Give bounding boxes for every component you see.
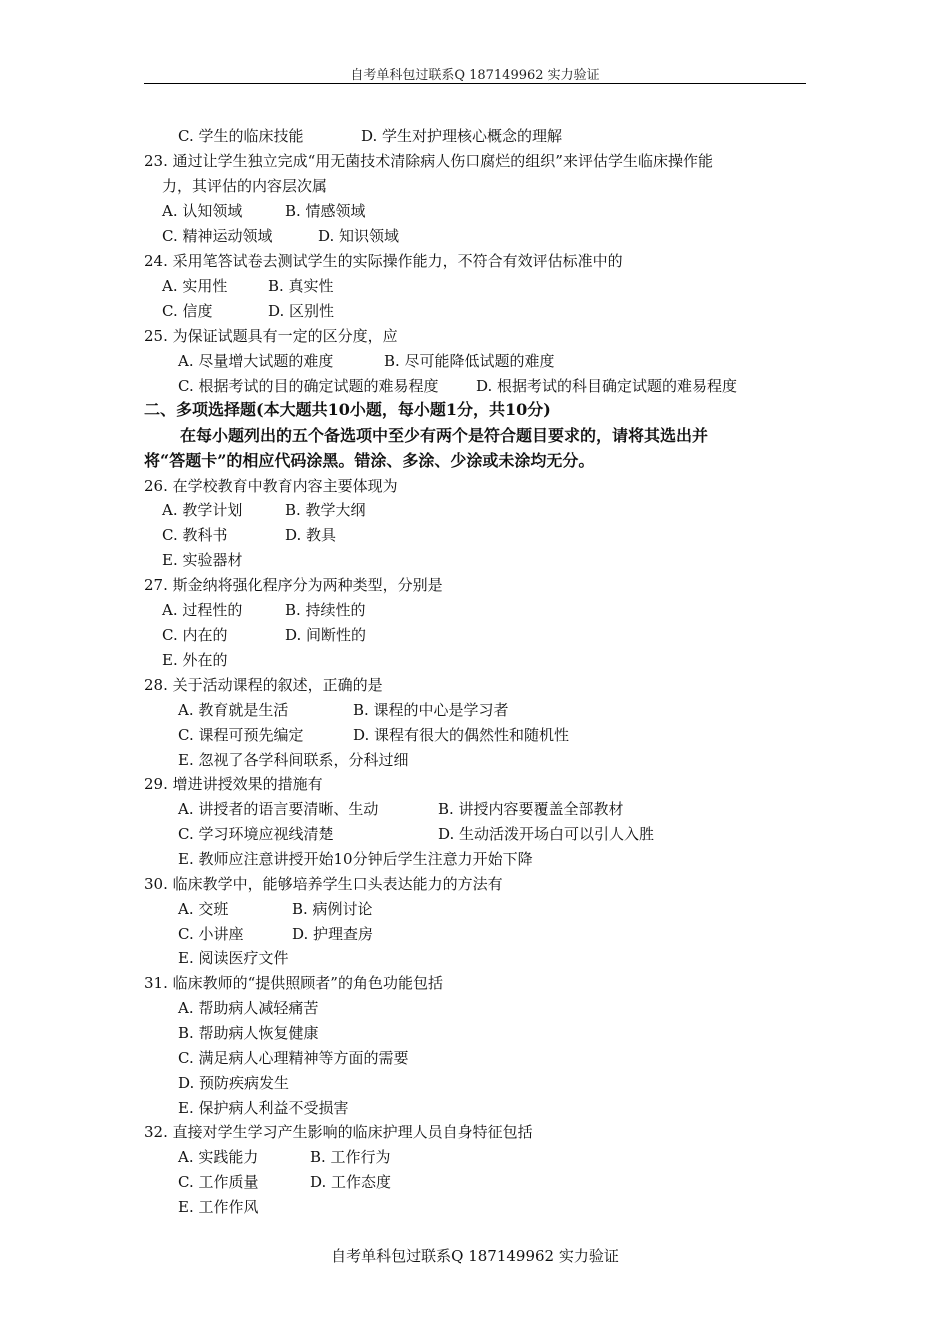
- q28-stem: 28. 关于活动课程的叙述，正确的是: [144, 676, 383, 694]
- q28-options-cd: [178, 725, 570, 745]
- q26-options-cd: [162, 525, 337, 545]
- q29-options-cd: [178, 824, 655, 844]
- page-footer: 自考单科包过联系Q 187149962 实力验证: [331, 1247, 619, 1265]
- q26-options-ab: [162, 500, 366, 520]
- q28-option-c: C. 课程可预先编定: [178, 726, 304, 744]
- q32-option-d: D. 工作态度: [310, 1173, 392, 1191]
- q29-option-e: E. 教师应注意讲授开始10分钟后学生注意力开始下降: [178, 850, 533, 868]
- q26-option-c: C. 教科书: [162, 526, 228, 544]
- q29-option-d: D. 生动活泼开场白可以引人入胜: [438, 825, 655, 843]
- q30-option-c: C. 小讲座: [178, 925, 244, 943]
- q24-options-ab: [162, 276, 334, 296]
- q32-options-cd: [178, 1172, 392, 1192]
- q32-option-a: A. 实践能力: [178, 1148, 259, 1166]
- q26-option-a: A. 教学计划: [162, 501, 243, 519]
- q23-stem-line2: 力，其评估的内容层次属: [162, 177, 328, 195]
- q24-option-a: A. 实用性: [162, 277, 228, 295]
- q28-option-b: B. 课程的中心是学习者: [353, 701, 509, 719]
- q26-option-e: E. 实验器材: [162, 551, 243, 569]
- q30-options-ab: [178, 899, 373, 919]
- section-2-title: 二、多项选择题(本大题共10小题，每小题1分，共10分): [144, 400, 551, 419]
- section-2-instructions-line1: 在每小题列出的五个备选项中至少有两个是符合题目要求的，请将其选出并: [180, 426, 709, 445]
- q27-option-a: A. 过程性的: [162, 601, 243, 619]
- q24-option-b: B. 真实性: [268, 277, 334, 295]
- q30-option-b: B. 病例讨论: [292, 900, 373, 918]
- q23-stem-line1: 23. 通过让学生独立完成“用无菌技术清除病人伤口腐烂的组织”来评估学生临床操作能: [144, 152, 713, 170]
- q31-stem: 31. 临床教师的“提供照顾者”的角色功能包括: [144, 974, 443, 992]
- q28-options-ab: [178, 700, 509, 720]
- q32-option-e: E. 工作作风: [178, 1198, 259, 1216]
- q26-option-b: B. 教学大纲: [285, 501, 366, 519]
- q27-option-c: C. 内在的: [162, 626, 228, 644]
- q23-option-c: C. 精神运动领域: [162, 227, 273, 245]
- q32-option-b: B. 工作行为: [310, 1148, 391, 1166]
- q27-option-d: D. 间断性的: [285, 626, 367, 644]
- q25-stem: 25. 为保证试题具有一定的区分度，应: [144, 327, 398, 345]
- q30-stem: 30. 临床教学中，能够培养学生口头表达能力的方法有: [144, 875, 503, 893]
- q31-option-d: D. 预防疾病发生: [178, 1074, 290, 1092]
- q32-stem: 32. 直接对学生学习产生影响的临床护理人员自身特征包括: [144, 1123, 533, 1141]
- q30-option-e: E. 阅读医疗文件: [178, 949, 289, 967]
- q27-options-cd: [162, 625, 367, 645]
- q22-option-c: C. 学生的临床技能: [178, 127, 304, 145]
- q25-option-b: B. 尽可能降低试题的难度: [384, 352, 555, 370]
- q26-stem: 26. 在学校教育中教育内容主要体现为: [144, 477, 398, 495]
- q29-option-a: A. 讲授者的语言要清晰、生动: [178, 800, 379, 818]
- q23-option-d: D. 知识领域: [318, 227, 400, 245]
- q28-option-a: A. 教育就是生活: [178, 701, 289, 719]
- q27-option-b: B. 持续性的: [285, 601, 366, 619]
- q23-options-cd: [162, 226, 400, 246]
- q23-option-a: A. 认知领域: [162, 202, 243, 220]
- q31-option-a: A. 帮助病人减轻痛苦: [178, 999, 319, 1017]
- q27-option-e: E. 外在的: [162, 651, 228, 669]
- q30-option-d: D. 护理查房: [292, 925, 374, 943]
- page-header: 自考单科包过联系Q 187149962 实力验证: [350, 68, 600, 83]
- q24-stem: 24. 采用笔答试卷去测试学生的实际操作能力，不符合有效评估标准中的: [144, 252, 623, 270]
- header-divider: [144, 83, 806, 84]
- q31-option-e: E. 保护病人利益不受损害: [178, 1099, 349, 1117]
- q25-option-d: D. 根据考试的科目确定试题的难易程度: [476, 377, 738, 395]
- q25-options-ab: [178, 351, 555, 371]
- q24-option-c: C. 信度: [162, 302, 213, 320]
- q22-options-cd: [178, 126, 563, 146]
- q29-option-b: B. 讲授内容要覆盖全部教材: [438, 800, 624, 818]
- q27-options-ab: [162, 600, 366, 620]
- q29-option-c: C. 学习环境应视线清楚: [178, 825, 334, 843]
- section-2-instructions-line2: 将“答题卡”的相应代码涂黑。错涂、多涂、少涂或未涂均无分。: [144, 451, 595, 470]
- q27-stem: 27. 斯金纳将强化程序分为两种类型，分别是: [144, 576, 443, 594]
- q26-option-d: D. 教具: [285, 526, 337, 544]
- q28-option-d: D. 课程有很大的偶然性和随机性: [353, 726, 570, 744]
- q30-option-a: A. 交班: [178, 900, 229, 918]
- q24-option-d: D. 区别性: [268, 302, 335, 320]
- q25-option-c: C. 根据考试的目的确定试题的难易程度: [178, 377, 439, 395]
- q25-options-cd: [178, 376, 738, 396]
- q24-options-cd: [162, 301, 335, 321]
- q29-options-ab: [178, 799, 624, 819]
- q31-option-c: C. 满足病人心理精神等方面的需要: [178, 1049, 409, 1067]
- q25-option-a: A. 尽量增大试题的难度: [178, 352, 334, 370]
- q28-option-e: E. 忽视了各学科间联系，分科过细: [178, 751, 409, 769]
- q29-stem: 29. 增进讲授效果的措施有: [144, 775, 323, 793]
- q22-option-d: D. 学生对护理核心概念的理解: [361, 127, 563, 145]
- q23-options-ab: [162, 201, 366, 221]
- q31-option-b: B. 帮助病人恢复健康: [178, 1024, 319, 1042]
- q30-options-cd: [178, 924, 374, 944]
- q23-option-b: B. 情感领域: [285, 202, 366, 220]
- q32-option-c: C. 工作质量: [178, 1173, 259, 1191]
- q32-options-ab: [178, 1147, 391, 1167]
